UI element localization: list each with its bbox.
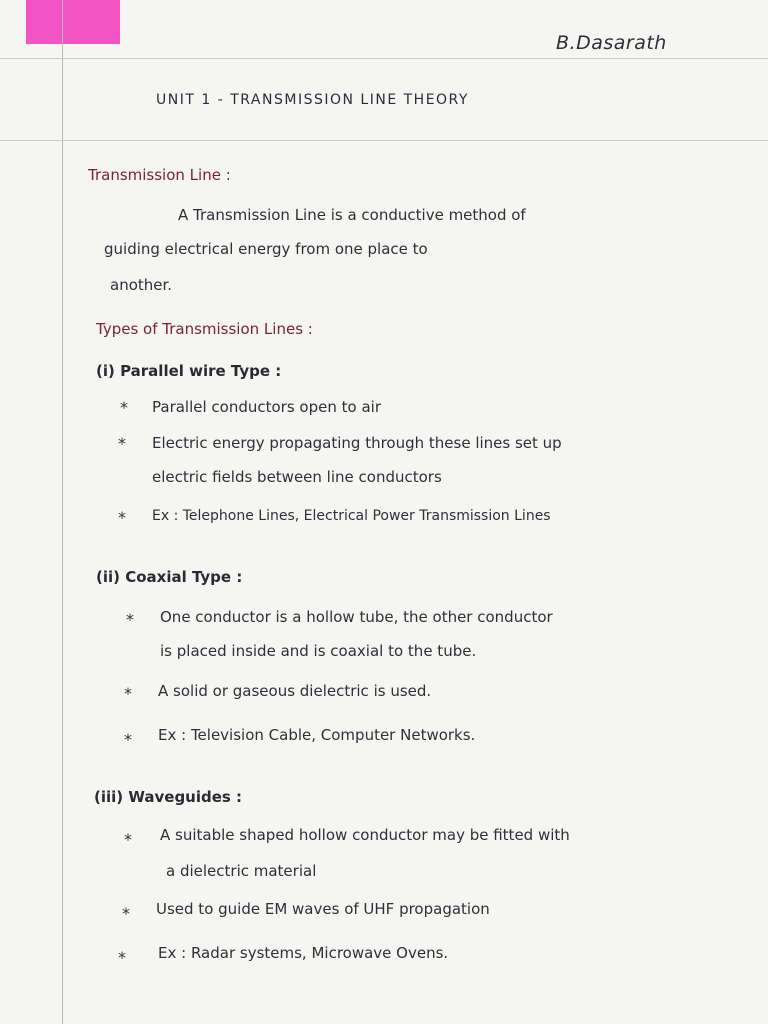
subheading-waveguides: (iii) Waveguides : xyxy=(94,788,243,806)
definition-line-2: guiding electrical energy from one place to xyxy=(104,240,428,258)
ruled-line xyxy=(0,58,768,59)
ruled-line xyxy=(0,140,768,141)
section-heading-types: Types of Transmission Lines : xyxy=(96,320,313,338)
waveguides-item-2: Used to guide EM waves of UHF propagation xyxy=(156,900,490,918)
coaxial-item-2: A solid or gaseous dielectric is used. xyxy=(158,682,432,700)
parallel-item-1: Parallel conductors open to air xyxy=(152,398,381,416)
waveguides-item-1-cont: a dielectric material xyxy=(166,862,317,880)
bullet-star: * xyxy=(118,434,126,453)
bullet-star: * xyxy=(124,684,132,703)
subheading-parallel-wire: (i) Parallel wire Type : xyxy=(96,362,282,380)
coaxial-item-1-cont: is placed inside and is coaxial to the tube. xyxy=(160,642,477,660)
waveguides-item-1: A suitable shaped hollow conductor may be fitted with xyxy=(160,826,570,844)
bullet-star: * xyxy=(126,610,134,629)
definition-line-1: A Transmission Line is a conductive method of xyxy=(178,206,526,224)
bullet-star: * xyxy=(124,730,132,749)
sticky-note xyxy=(26,0,120,44)
bullet-star: * xyxy=(124,830,132,849)
margin-line xyxy=(62,0,63,1024)
bullet-star: * xyxy=(122,904,130,923)
parallel-item-2-cont: electric fields between line conductors xyxy=(152,468,442,486)
author-name: B.Dasarath xyxy=(556,32,667,54)
section-heading-transmission-line: Transmission Line : xyxy=(88,166,231,184)
bullet-star: * xyxy=(118,508,126,527)
parallel-item-3: Ex : Telephone Lines, Electrical Power Transmission Lines xyxy=(152,508,551,524)
unit-title: UNIT 1 - TRANSMISSION LINE THEORY xyxy=(156,92,469,108)
bullet-star: * xyxy=(118,948,126,967)
waveguides-item-3: Ex : Radar systems, Microwave Ovens. xyxy=(158,944,449,962)
bullet-star: * xyxy=(120,398,128,417)
coaxial-item-1: One conductor is a hollow tube, the other conductor xyxy=(160,608,553,626)
subheading-coaxial: (ii) Coaxial Type : xyxy=(96,568,243,586)
definition-line-3: another. xyxy=(110,276,173,294)
parallel-item-2: Electric energy propagating through these lines set up xyxy=(152,434,562,452)
coaxial-item-3: Ex : Television Cable, Computer Networks. xyxy=(158,726,476,744)
